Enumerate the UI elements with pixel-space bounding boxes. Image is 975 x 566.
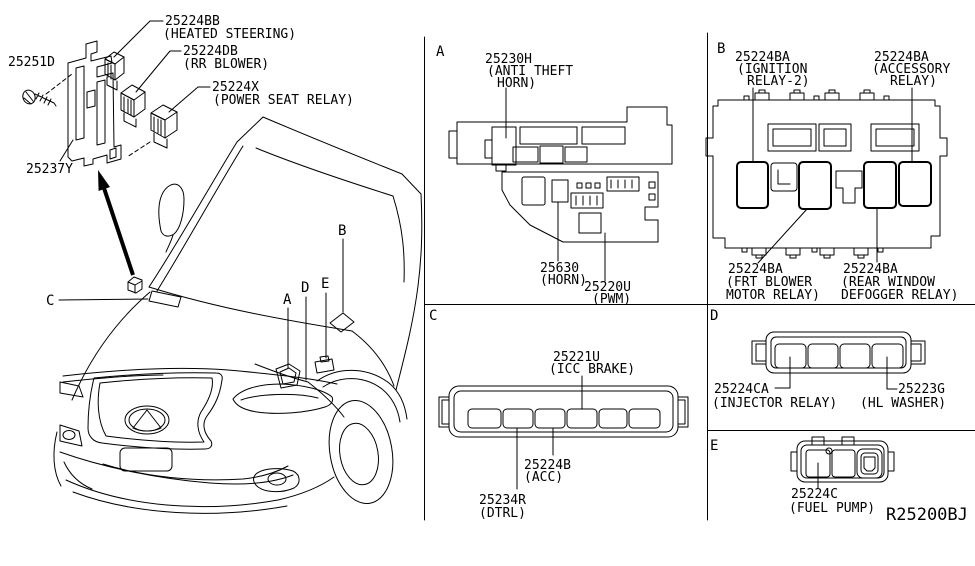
section-e-relay-box-art [791,437,894,488]
part-name-horn: (HORN) [540,273,587,288]
part-name-dtrl: (DTRL) [479,506,526,521]
part-name-anti-theft-line2: HORN) [497,76,537,91]
frt-blower-motor-relay-slot [799,162,831,209]
accessory-relay-slot [899,162,931,206]
location-arrow-icon [98,170,135,276]
connector-bumps-bottom [742,248,883,258]
part-name-ignition-line2: RELAY-2) [747,74,810,89]
section-e-letter: E [710,438,719,454]
part-label-25224ba-frt-blower: 25224BA [728,262,783,277]
car-callout-a: A [283,292,292,308]
part-name-frt-blower-line1: (FRT BLOWER [726,275,813,290]
part-name-icc-brake: (ICC BRAKE) [549,362,636,377]
brand-logo-icon [125,406,169,434]
part-label-25230h: 25230H [485,52,532,67]
part-label-25224db: 25224DB [183,44,238,59]
part-label-25224ba-defogger: 25224BA [843,262,898,277]
screw-icon [21,88,56,106]
ignition-relay-2-slot [737,162,768,208]
power-seat-relay-art [151,105,177,148]
part-name-power-seat: (POWER SEAT RELAY) [213,93,354,108]
car-callout-e: E [321,276,330,292]
connector-bumps-top [744,90,889,100]
part-name-pwm: (PWM) [592,292,632,307]
part-label-25221u: 25221U [553,350,600,365]
rr-blower-relay-art [121,85,145,127]
part-label-25630: 25630 [540,261,580,276]
part-label-25220u: 25220U [584,280,631,295]
part-label-25223g: 25223G [898,382,945,397]
headlight-art [233,384,333,413]
license-plate-recess-art [120,448,172,471]
section-d-letter: D [710,308,719,324]
anti-theft-horn-slot [492,127,516,165]
heated-steering-relay-art [105,52,124,90]
part-label-25224ba-ignition: 25224BA [735,50,790,65]
part-label-25224x: 25224X [212,80,259,95]
front-wheel-art [321,395,400,508]
dtrl-slot [503,409,533,428]
car-line-art [54,117,422,513]
part-name-ignition-line1: (IGNITION [737,62,808,77]
part-name-injector-relay: (INJECTOR RELAY) [712,396,838,411]
part-name-heated-steering: (HEATED STEERING) [163,27,297,42]
part-label-25237y: 25237Y [26,162,73,177]
part-label-25251d: 25251D [8,55,55,70]
part-name-rr-blower: (RR BLOWER) [183,57,270,72]
part-name-hl-washer: (HL WASHER) [860,396,947,411]
car-callout-c: C [46,293,55,309]
side-mirror-art [159,184,184,236]
part-label-25234r: 25234R [479,493,526,508]
part-name-defogger-line2: DEFOGGER RELAY) [841,288,959,303]
car-callout-b: B [338,223,347,239]
pwm-slot [579,213,601,233]
relay-bracket-art [21,21,210,166]
section-d-relay-box-art [752,332,925,389]
part-name-accessory-line1: (ACCESSORY [872,62,951,77]
part-name-accessory-line2: RELAY) [890,74,937,89]
part-name-anti-theft-line1: (ANTI THEFT [487,64,574,79]
section-a-letter: A [436,44,445,60]
section-b-fuse-box-art [706,88,947,263]
part-label-25224ba-accessory: 25224BA [874,50,929,65]
diagram-ref-code: R25200BJ [886,505,968,525]
part-label-25224ca: 25224CA [714,382,769,397]
icc-brake-slot [567,409,597,428]
car-callout-d: D [301,280,310,296]
section-c-letter: C [429,308,438,324]
part-label-25224c: 25224C [791,487,838,502]
part-label-25224b: 25224B [524,458,571,473]
section-b-letter: B [717,41,726,57]
section-a-fuse-block-art [449,88,672,281]
part-label-25224bb: 25224BB [165,14,220,29]
part-name-fuel-pump: (FUEL PUMP) [789,501,876,516]
rear-window-defogger-relay-slot [864,162,896,208]
horn-relay-slot [552,180,568,202]
part-name-acc: (ACC) [524,470,564,485]
part-name-frt-blower-line2: MOTOR RELAY) [726,288,820,303]
acc-slot [535,409,565,428]
part-name-defogger-line1: (REAR WINDOW [841,275,935,290]
grille-art [88,373,222,449]
